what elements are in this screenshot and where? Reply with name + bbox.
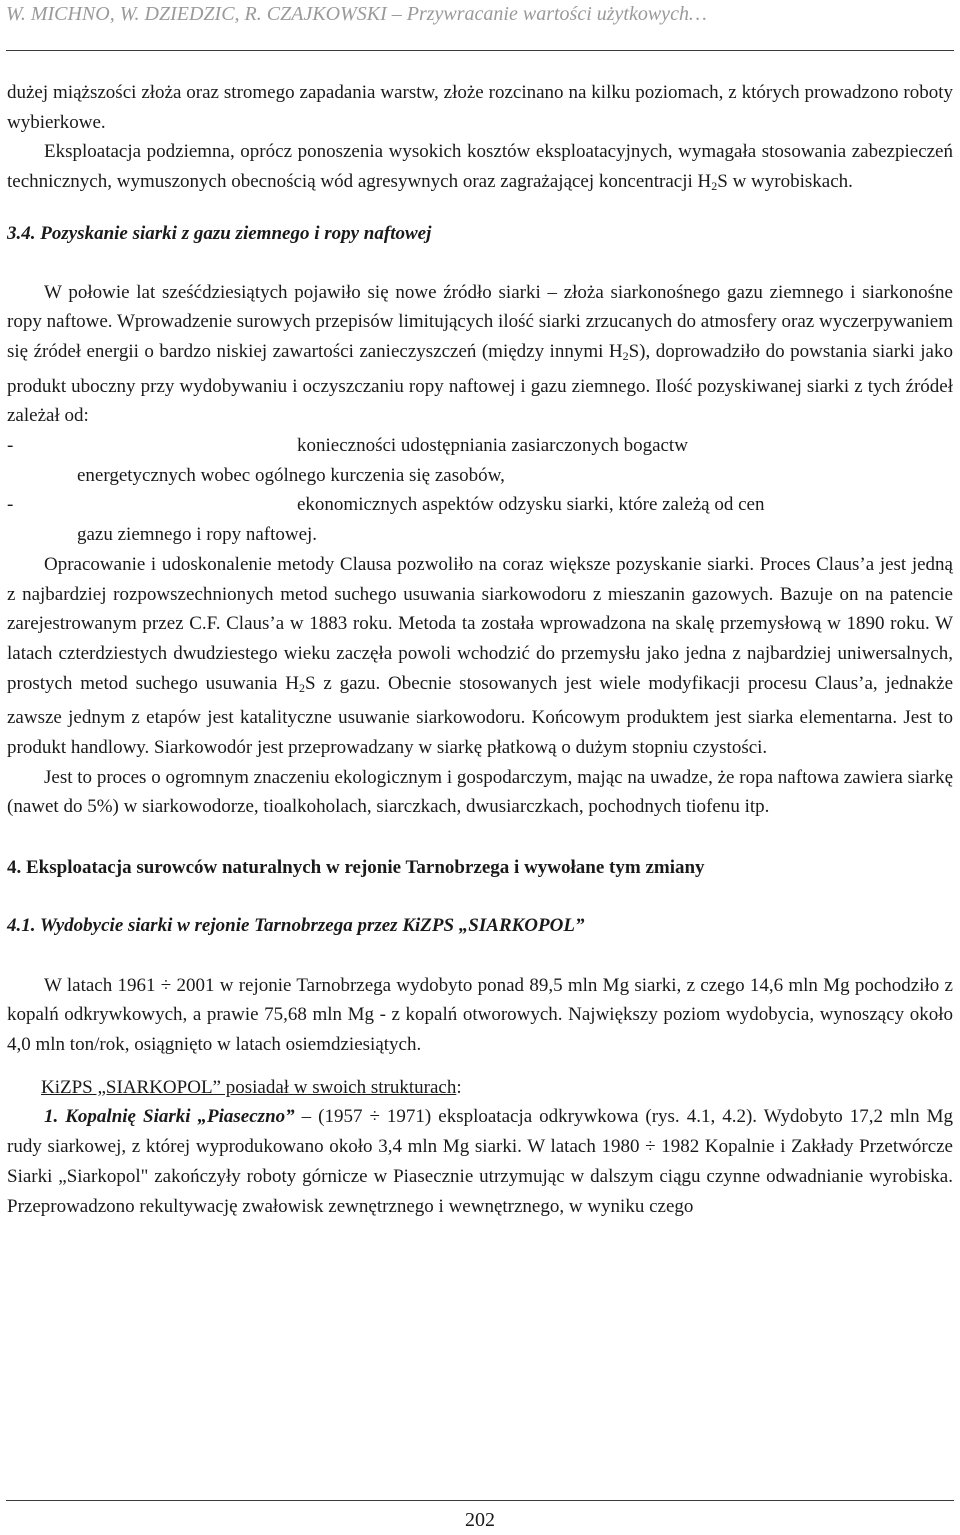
page-body (7, 78, 953, 1221)
structure-heading: KiZPS „SIARKOPOL” posiadał w swoich strukturach (41, 1076, 457, 1098)
paragraph-continuation: dużej miąższości złoża oraz stromego zapadania warstw, złoże rozcinano na kilku poziomach, z których prowadzono roboty wybierkowe. (7, 82, 953, 133)
list-dash: - (7, 494, 14, 516)
header-rule (6, 50, 954, 51)
footer-rule (6, 1500, 954, 1501)
structure-colon: : (456, 1076, 462, 1098)
list-item-text: konieczności udostępniania zasiarczonych bogactw (297, 435, 688, 457)
paragraph-gas-oil-sulfur (7, 278, 953, 432)
list-item (7, 490, 953, 520)
subscript: 2 (711, 179, 718, 194)
p2-text-b: S w wyrobiskach. (717, 171, 853, 193)
subscript: 2 (298, 680, 305, 695)
paragraph-piaseczno-mine (7, 1102, 953, 1221)
page-number: 202 (465, 1509, 495, 1531)
list-item-continuation: gazu ziemnego i ropy naftowej. (77, 524, 318, 546)
paragraph-ecological-importance: Jest to proces o ogromnym znaczeniu ekologicznym i gospodarczym, mając na uwadze, że ropa naftowa zawiera siarkę (nawet do 5%) w siarkowodorze, tioalkoholach, siarczkach, dwusiarczkach, pochodnych tiofenu itp. (7, 766, 953, 818)
paragraph-claus-process (7, 550, 953, 763)
p4-text-b: S z gazu. Obecnie stosowanych jest wiele modyfikacji procesu Claus’a, jednakże zawsze jednym z etapów jest katalityczne usuwanie siarkowodoru. Końcowym produktem jest siarka elementarna. Jest to produkt handlowy. Siarkowodór jest przeprowadzany w siarkę płatkową o dużym stopniu czystości. (7, 672, 954, 759)
section-heading-3-4: 3.4. Pozyskanie siarki z gazu ziemnego i ropy naftowej (7, 222, 432, 244)
p3-text-a: W połowie lat sześćdziesiątych pojawiło się nowe źródło siarki – złoża siarkonośnego gazu ziemnego i siarkonośne ropy naftowe. Wprowadzenie surowych przepisów limitujących ilość siarki zrzucanych do atmosfery oraz wyczerpywaniem się źródeł energii o bardzo niskiej zawartości zanieczyszczeń (między innymi H (7, 281, 953, 362)
p2-text-a: Eksploatacja podziemna, oprócz ponoszenia wysokich kosztów eksploatacyjnych, wymagała stosowania zabezpieczeń technicznych, wymuszonych obecnością wód agresywnych oraz zagrażającej koncentracji H (7, 141, 953, 193)
list-dash: - (7, 435, 14, 457)
mine-title: 1. Kopalnię Siarki „Piaseczno” (44, 1106, 295, 1128)
list-item-text: ekonomicznych aspektów odzysku siarki, które zależą od cen (297, 494, 765, 516)
p4-text-a: Opracowanie i udoskonalenie metody Clausa pozwoliło na coraz większe pozyskanie siarki. Proces Claus’a jest jedną z najbardziej rozpowszechnionych metod suchego usuwania siarkowodoru z mieszanin gazowych. Bazuje on na patencie zarejestrowanym przez C.F. Claus’a w 1883 roku. Metoda ta została wprowadzona na skalę przemysłową w 1890 roku. W latach czterdziestych dwudziestego wieku zaczęła powoli wchodzić do przemysłu jako jedna z najbardziej uniwersalnych, prostych metod suchego usuwania H (7, 553, 953, 694)
dash-list (7, 431, 953, 550)
running-header: W. MICHNO, W. DZIEDZIC, R. CZAJKOWSKI – Przywracanie wartości użytkowych… (6, 3, 707, 25)
paragraph-extraction-stats: W latach 1961 ÷ 2001 w rejonie Tarnobrzega wydobyto ponad 89,5 mln Mg siarki, z czego 14,6 mln Mg pochodziło z kopalń odkrywkowych, a prawie 75,68 mln Mg - z kopalń otworowych. Największy poziom wydobycia, wynoszący około 4,0 mln ton/rok, osiągnięto w latach osiemdziesiątych. (7, 974, 953, 1055)
p3-text-b: S), doprowadziło do powstania siarki jako produkt uboczny przy wydobywaniu i oczyszczaniu ropy naftowej i gazu ziemnego. Ilość pozyskiwanej siarki z tych źródeł zależał od: (7, 340, 953, 427)
list-item (7, 431, 953, 461)
section-heading-4-1: 4.1. Wydobycie siarki w rejonie Tarnobrzega przez KiZPS „SIARKOPOL” (7, 914, 585, 936)
list-item-continuation: energetycznych wobec ogólnego kurczenia się zasobów, (77, 464, 505, 486)
mine-description: – (1957 ÷ 1971) eksploatacja odkrywkowa (rys. 4.1, 4.2). Wydobyto 17,2 mln Mg rudy siarkowej, z której wyprodukowano około 3,4 mln Mg siarki. W latach 1980 ÷ 1982 Kopalnie i Zakłady Przetwórcze Siarki „Siarkopol" zakończyły roboty górnicze w Piasecznie utrzymując w dalszym ciągu czynne odwadnianie wyrobiska. Przeprowadzono rekultywację zwałowisk zewnętrznego i wewnętrznego, w wyniku czego (7, 1106, 953, 1217)
section-heading-4: 4. Eksploatacja surowców naturalnych w rejonie Tarnobrzega i wywołane tym zmiany (7, 857, 705, 879)
structure-intro (7, 1073, 953, 1103)
paragraph-underground-mining (7, 137, 953, 201)
subscript: 2 (622, 348, 629, 363)
